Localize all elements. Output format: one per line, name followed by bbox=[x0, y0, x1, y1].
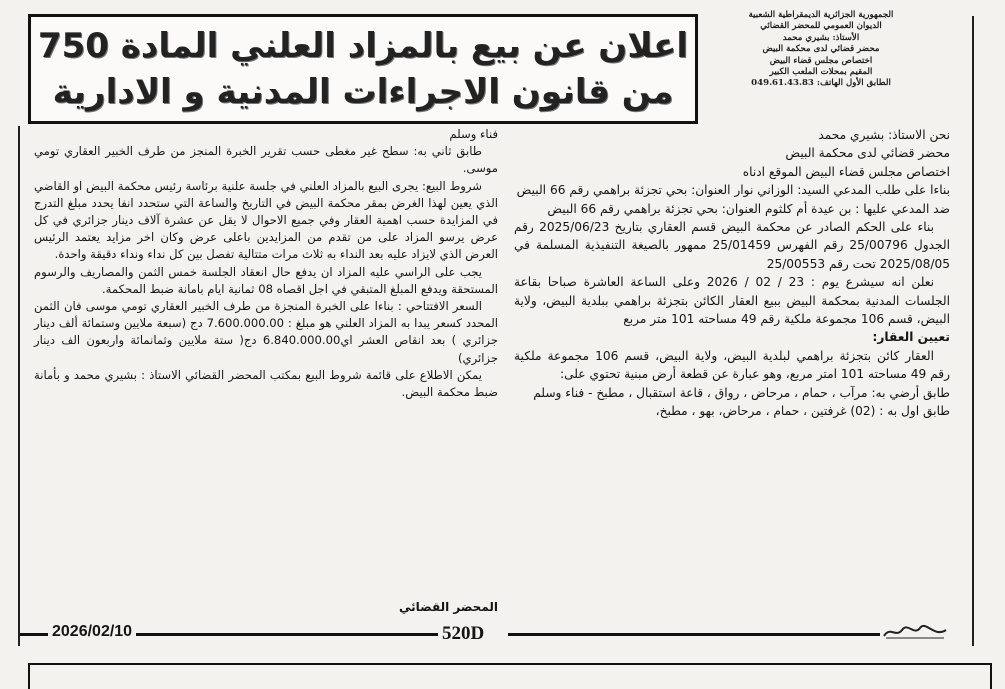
frame-border-left bbox=[18, 126, 20, 646]
office-line: محضر قضائي لدى محكمة البيض bbox=[762, 44, 880, 55]
footer-date: 2026/02/10 bbox=[48, 623, 136, 641]
footer-code: 520D bbox=[438, 623, 488, 645]
paragraph: اختصاص مجلس قضاء البيض الموقع ادناه bbox=[742, 164, 950, 179]
office-line: الطابق الأول الهاتف: 049.61.43.83 bbox=[751, 78, 891, 89]
office-line: اختصاص مجلس قضاء البيض bbox=[769, 55, 873, 66]
left-text-column bbox=[34, 126, 498, 401]
paragraph: يمكن الاطلاع على قائمة شروط البيع بمكتب المحضر القضائي الاستاذ : بشيري محمد و بأمانة ضبط محكمة البيض. bbox=[34, 367, 498, 400]
office-line: الأستاذ: بشيري محمد bbox=[782, 32, 860, 43]
office-line: المقيم بمحلات الملعب الكبير bbox=[769, 67, 873, 78]
office-line: الجمهورية الجزائرية الديمقراطية الشعبية bbox=[748, 10, 894, 20]
paragraph: بناء على الحكم الصادر عن محكمة البيض قسم العقاري بتاريخ 2025/06/23 رقم الجدول 25/00796 رقم الفهرس 25/01459 ممهور بالصيغة التنفيذية المسلمة في 2025/08/05 تحت رقم 25/00553 bbox=[514, 220, 950, 271]
next-notice-border bbox=[28, 663, 992, 689]
paragraph: يجب على الراسي عليه المزاد ان يدفع حال انعقاد الجلسة خمس الثمن والمصاريف والرسوم المستحقة ويدفع المبلغ المتبقي في اجل اقصاه 08 ثمانية ايام بامانة ضبط المحكمة. bbox=[34, 264, 498, 296]
paragraph: شروط البيع: يجرى البيع بالمزاد العلني في جلسة علنية برئاسة رئيس محكمة البيض او القاضي الذي يعين لهذا الغرض بمقر محكمة البيض في التاريخ والساعة التي ستحدد انفا يحدد مبلغ التدرج في المزايدة حسب اهمية العقار وفي جميع الاحوال لا يقل عن عشرة آلاف دينار جزائري في كل عرض يرسو المزاد على من تقدم من المزايدين باعلى عرض وكان اخر مزايد يعتمد الرئيس العرض الذي لايزاد عليه بعد النداء به ثلاث مرات متتالية تفصل بين كل نداء ونداء دقيقة واحدة. bbox=[34, 178, 498, 262]
paragraph: فناء وسلم bbox=[449, 127, 498, 141]
paragraph: طابق اول به : (02) غرفتين ، حمام ، مرحاض، بهو ، مطبخ، bbox=[655, 404, 950, 419]
paragraph: السعر الافتتاحي : بناءا على الخبرة المنجزة من طرف الخبير العقاري تومي موسى فان الثمن المحدد كسعر يبدا به المزاد العلني هو مبلغ : 7.600.000.00 دج (سبعة ملايين وستمائة ألف دينار جزائري ) بعد انقاص العشر اي6.840.000.00 دج( ستة ملايين وثمانمائة واربعون الف دينار جزائري) bbox=[34, 299, 499, 365]
signature: المحضر القضائي bbox=[398, 600, 498, 614]
frame-border-right bbox=[972, 16, 974, 646]
paragraph: نعلن انه سيشرع يوم : 23 / 02 / 2026 وعلى الساعة العاشرة صباحا بقاعة الجلسات المدنية بمحكمة البيض ببيع العقار الكائن بتجزئة براهمي ببلدية البيض، ولاية البيض، قسم 106 مجموعة ملكية رقم 49 مساحته 101 متر مربع bbox=[514, 275, 950, 327]
headline-line-1: اعلان عن بيع بالمزاد العلني المادة 750 bbox=[37, 26, 689, 66]
announcement-sheet bbox=[14, 6, 974, 654]
bailiff-office-stamp bbox=[704, 10, 938, 110]
paragraph: بناءا على طلب المدعي السيد: الوزاني نوار العنوان: بحي تجزئة براهمي رقم 66 البيض bbox=[516, 183, 950, 198]
paragraph: ضد المدعي عليها : بن عيدة أم كلثوم العنوان: بحي تجزئة براهمي رقم 66 البيض bbox=[547, 201, 950, 216]
newspaper-logo bbox=[880, 622, 950, 642]
headline-box bbox=[28, 14, 698, 124]
paragraph: العقار كائن بتجزئة براهمي لبلدية البيض، ولاية البيض، قسم 106 مجموعة ملكية رقم 49 مساحته 101 امتر مربع، وهو عبارة عن قطعة أرض مبنية تحتوي على: bbox=[514, 348, 950, 382]
headline-line-2: من قانون الاجراءات المدنية و الادارية bbox=[52, 72, 674, 112]
office-line: الديوان العمومي للمحضر القضائي bbox=[760, 21, 882, 32]
section-heading: تعيين العقار: bbox=[872, 330, 950, 345]
right-text-column bbox=[514, 126, 950, 421]
paragraph: طابق أرضي به: مرآب ، حمام ، مرحاض ، رواق ، قاعة استقبال ، مطبخ - فناء وسلم bbox=[533, 385, 950, 400]
paragraph: محضر قضائي لدى محكمة البيض bbox=[785, 146, 950, 161]
paragraph: نحن الاستاذ: بشيري محمد bbox=[818, 128, 950, 142]
paragraph: طابق ثاني به: سطح غير مغطى حسب تقرير الخبرة المنجز من طرف الخبير العقاري تومي موسى. bbox=[34, 144, 498, 176]
